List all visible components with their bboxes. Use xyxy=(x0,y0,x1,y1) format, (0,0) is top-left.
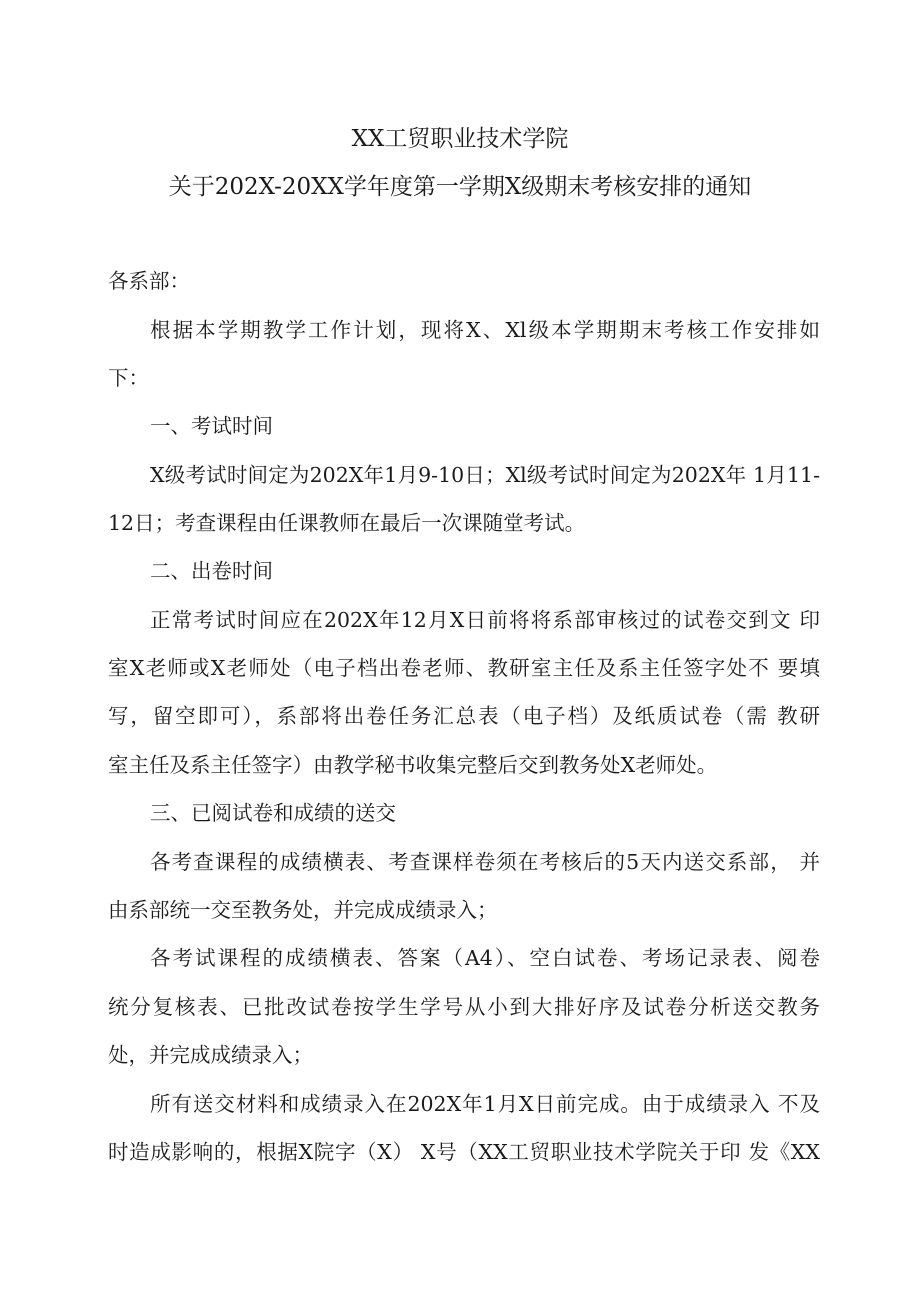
paragraph-paper-time-line-2: 室X老师或X老师处（电子档出卷老师、教研室主任及系主任签字处不 要填 xyxy=(108,656,820,680)
paragraph-paper-time-line-4: 室主任及系主任签字）由教学秘书收集完整后交到教务处X老师处。 xyxy=(108,753,718,777)
section-heading-exam-time: 一、考试时间 xyxy=(150,414,273,438)
salutation: 各系部： xyxy=(108,269,190,293)
paragraph-deadline-line-2: 时造成影响的，根据X院字（X） X号（XX工贸职业技术学院关于印 发《XX xyxy=(108,1140,820,1164)
paragraph-intro-line-2: 下： xyxy=(108,366,149,390)
paragraph-deadline-line-1: 所有送交材料和成绩录入在202X年1月X日前完成。由于成绩录入 不及 xyxy=(150,1092,820,1116)
paragraph-paper-time-line-3: 写，留空即可），系部将出卷任务汇总表（电子档）及纸质试卷（需 教研 xyxy=(108,704,820,728)
paragraph-submission-a-line-2: 由系部统一交至教务处，并完成成绩录入； xyxy=(108,898,498,922)
section-heading-paper-time: 二、出卷时间 xyxy=(150,559,273,583)
paragraph-exam-time-line-1: X级考试时间定为202X年1月9-10日；Xl级考试时间定为202X年 1月11- xyxy=(150,463,820,487)
paragraph-submission-b-line-1: 各考试课程的成绩横表、答案（A4）、空白试卷、考场记录表、阅卷 xyxy=(150,946,820,970)
paragraph-intro-line-1: 根据本学期教学工作计划，现将X、Xl级本学期期末考核工作安排如 xyxy=(150,318,820,342)
paragraph-paper-time-line-1: 正常考试时间应在202X年12月X日前将将系部审核过的试卷交到文 印 xyxy=(150,608,820,632)
paragraph-submission-a-line-1: 各考查课程的成绩横表、考查课样卷须在考核后的5天内送交系部， 并 xyxy=(150,850,820,874)
paragraph-submission-b-line-2: 统分复核表、已批改试卷按学生学号从小到大排好序及试卷分析送交教务 xyxy=(108,995,820,1019)
section-heading-submission: 三、已阅试卷和成绩的送交 xyxy=(150,801,396,825)
paragraph-exam-time-line-2: 12日；考查课程由任课教师在最后一次课随堂考试。 xyxy=(108,511,586,535)
document-title-notice: 关于202X-20XX学年度第一学期X级期末考核安排的通知 xyxy=(168,174,752,200)
document-title-school: XX工贸职业技术学院 xyxy=(351,126,569,152)
paragraph-submission-b-line-3: 处，并完成成绩录入； xyxy=(108,1043,313,1067)
